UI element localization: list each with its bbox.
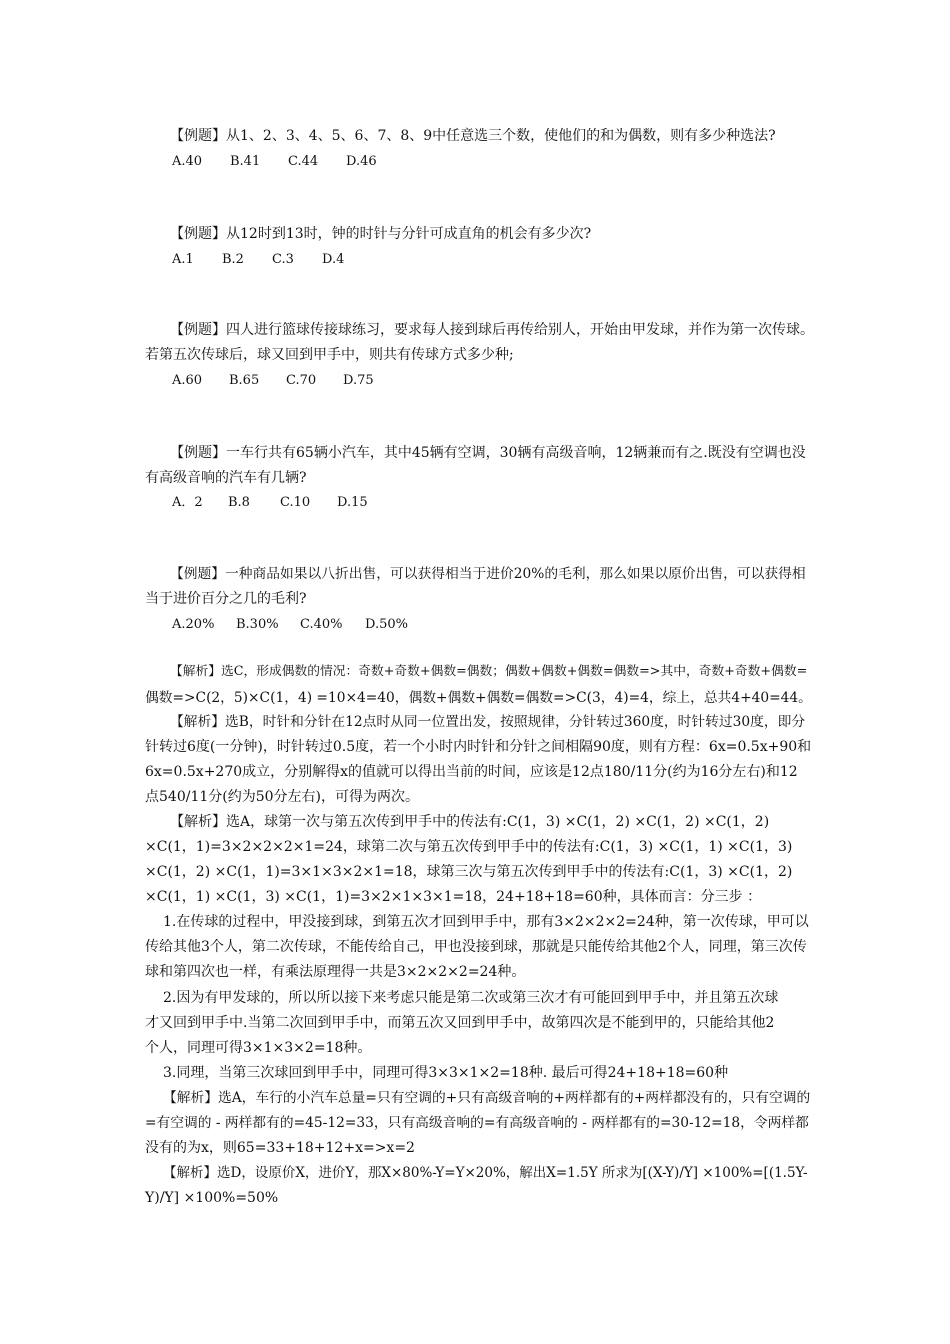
option: D.50% xyxy=(365,617,408,632)
question-5-options xyxy=(172,615,408,635)
answer-3-line-4: ×C(1，1) ×C(1，3) ×C(1，1)=3×2×1×3×1=18，24+18+18=60种，具体而言：分三步 ： xyxy=(145,889,762,905)
option: B.30% xyxy=(236,617,279,632)
answer-3-step-1-line-1: 1.在传球的过程中，甲没接到球，到第五次才回到甲手中，那有3×2×2×2=24种，第一次传球，甲可以 xyxy=(163,914,809,930)
option: C.70 xyxy=(286,373,317,388)
answer-3-line-2: ×C(1，1)=3×2×2×2×1=24，球第二次与第五次传到甲手中的传法有:C(1，3) ×C(1，1) ×C(1，3) xyxy=(145,839,793,855)
answer-2-line-4: 点540/11分(约为50分左右)，可得为两次。 xyxy=(145,789,419,805)
answer-3-step-1-line-3: 球和第四次也一样，有乘法原理得一共是3×2×2×2=24种。 xyxy=(145,964,526,980)
option: A.20% xyxy=(172,617,215,632)
option: B.8 xyxy=(228,495,250,510)
option: D.46 xyxy=(346,154,377,169)
answer-5-line-1: 【解析】选D，设原价X，进价Y，那X×80%-Y=Y×20%，解出X=1.5Y 所求为[(X-Y)/Y] ×100%=[(1.5Y- xyxy=(163,1165,808,1181)
question-2-options xyxy=(172,250,344,270)
answer-3-step-2-line-3: 个人，同理可得3×1×3×2=18种。 xyxy=(145,1040,372,1056)
answer-4-line-3: 没有的为x，则65=33+18+12+x=>x=2 xyxy=(145,1140,415,1156)
question-4-text: 【例题】一车行共有65辆小汽车，其中45辆有空调，30辆有高级音响，12辆兼而有之.既没有空调也没 xyxy=(170,445,806,461)
option: C.40% xyxy=(300,617,343,632)
question-2-text: 【例题】从12时到13时，钟的时针与分针可成直角的机会有多少次? xyxy=(170,226,592,242)
answer-1-line-2: 偶数=>C(2，5)×C(1，4) =10×4=40，偶数+偶数+偶数=偶数=>C(3，4)=4，综上，总共4+40=44。 xyxy=(145,690,812,706)
answer-4-line-2: =有空调的 - 两样都有的=45-12=33，只有高级音响的=有高级音响的 - 两样都有的=30-12=18，令两样都 xyxy=(145,1115,809,1131)
question-5-text-cont: 当于进价百分之几的毛利? xyxy=(145,591,307,607)
option: D.4 xyxy=(322,252,345,267)
option: C.3 xyxy=(272,252,294,267)
option: A.1 xyxy=(172,252,194,267)
answer-3-line-1: 【解析】选A，球第一次与第五次传到甲手中的传法有:C(1，3) ×C(1，2) ×C(1，2) ×C(1，2) xyxy=(170,814,770,830)
question-1-options xyxy=(172,152,377,172)
option: D.75 xyxy=(343,373,374,388)
question-5-text: 【例题】一种商品如果以八折出售，可以获得相当于进价20%的毛利，那么如果以原价出售，可以获得相 xyxy=(170,566,806,582)
answer-5-line-2: Y)/Y] ×100%=50% xyxy=(145,1190,279,1206)
question-1-text: 【例题】从1、2、3、4、5、6、7、8、9中任意选三个数，使他们的和为偶数，则有多少种选法? xyxy=(170,128,776,144)
option: C.44 xyxy=(288,154,319,169)
answer-3-step-1-line-2: 传给其他3个人，第二次传球，不能传给自己，甲也没接到球，那就是只能传给其他2个人，同理，第三次传 xyxy=(145,939,807,955)
answer-3-step-2-line-1: 2.因为有甲发球的，所以所以接下来考虑只能是第二次或第三次才有可能回到甲手中，并且第五次球 xyxy=(163,990,779,1006)
answer-2-line-1: 【解析】选B，时针和分针在12点时从同一位置出发，按照规律，分针转过360度，时针转过30度，即分 xyxy=(170,714,806,730)
question-3-text-cont: 若第五次传球后，球又回到甲手中，则共有传球方式多少种; xyxy=(145,347,514,363)
answer-2-line-2: 针转过6度(一分钟)，时针转过0.5度，若一个小时内时针和分针之间相隔90度，则有方程：6x=0.5x+90和 xyxy=(145,739,812,755)
option: B.65 xyxy=(229,373,260,388)
answer-3-step-2-line-2: 才又回到甲手中.当第二次回到甲手中，而第五次又回到甲手中，故第四次是不能到甲的，只能给其他2 xyxy=(145,1015,775,1031)
answer-3-step-3: 3.同理，当第三次球回到甲手中，同理可得3×3×1×2=18种. 最后可得24+18+18=60种 xyxy=(163,1065,729,1081)
option: B.2 xyxy=(222,252,244,267)
option: A.40 xyxy=(172,154,203,169)
answer-2-line-3: 6x=0.5x+270成立，分别解得x的值就可以得出当前的时间，应该是12点180/11分(约为16分左右)和12 xyxy=(145,764,798,780)
option: C.10 xyxy=(280,495,311,510)
question-3-text: 【例题】四人进行篮球传接球练习，要求每人接到球后再传给别人，开始由甲发球，并作为第一次传球。 xyxy=(170,322,814,338)
question-3-options xyxy=(172,371,374,391)
question-4-options xyxy=(172,493,368,513)
answer-3-line-3: ×C(1，2) ×C(1，1)=3×1×3×2×1=18，球第三次与第五次传到甲手中的传法有:C(1，3) ×C(1，2) xyxy=(145,864,793,880)
option: A.60 xyxy=(172,373,203,388)
answer-4-line-1: 【解析】选A，车行的小汽车总量=只有空调的+只有高级音响的+两样都有的+两样都没有的，只有空调的 xyxy=(163,1090,811,1106)
option: B.41 xyxy=(230,154,261,169)
question-4-text-cont: 有高级音响的汽车有几辆? xyxy=(145,470,307,486)
option: A．2 xyxy=(172,495,203,510)
answer-1-line-1: 【解析】选C，形成偶数的情况：奇数+奇数+偶数=偶数；偶数+偶数+偶数=偶数=>其中，奇数+奇数+偶数= xyxy=(170,664,808,679)
option: D.15 xyxy=(337,495,368,510)
